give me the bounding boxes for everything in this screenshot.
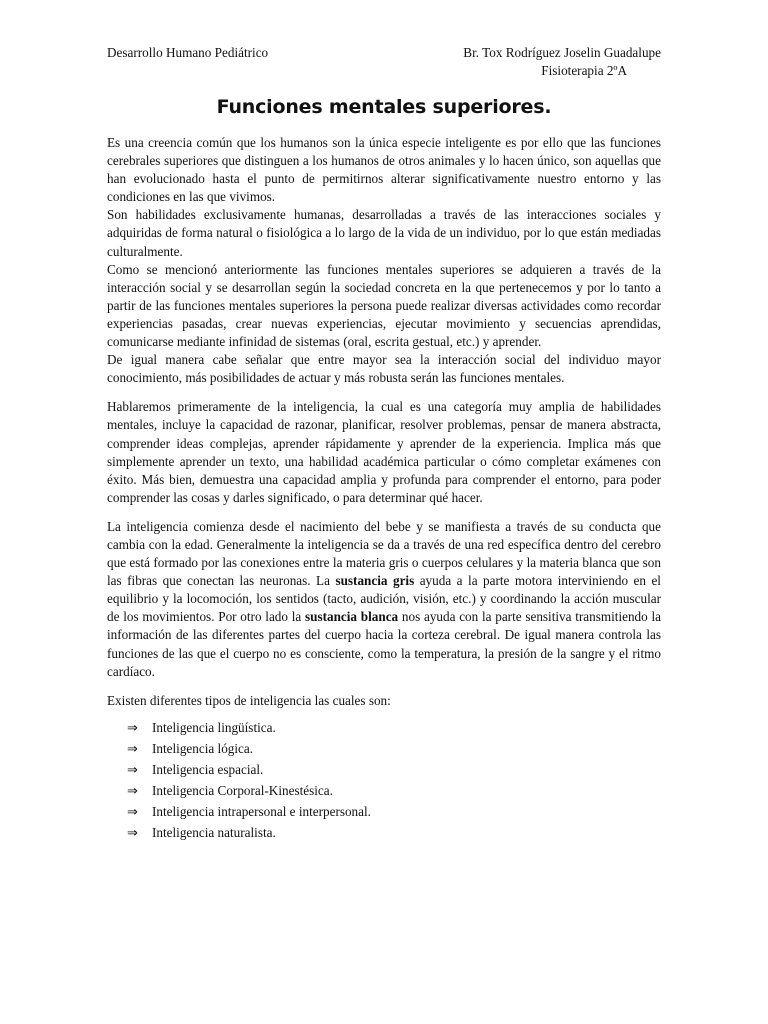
paragraph-4: De igual manera cabe señalar que entre mayor sea la interacción social del individuo mayor conocimiento, más posibilidades de actuar y más robusta serán las funciones mentales. [107,352,661,386]
document-title: Funciones mentales superiores. [216,96,552,118]
list-item-label: Inteligencia intrapersonal e interpersonal. [152,803,371,819]
arrow-icon: ⇒ [127,762,138,778]
course-name: Desarrollo Humano Pediátrico [107,45,269,60]
list-item [127,760,661,781]
paragraph-1: Es una creencia común que los humanos son la única especie inteligente es por ello que las funciones cerebrales superiores que distinguen a los humanos de otros animales y lo hacen único, son aquellas que han evolucionado hasta el punto de permitirnos alterar significativamente nuestro entorno y las condiciones en las que vivimos. [107,135,661,205]
intelligence-types-list [107,718,661,844]
document-page [107,44,661,844]
paragraph-3: Como se mencionó anteriormente las funciones mentales superiores se adquieren a través de la interacción social y se desarrollan según la sociedad concreta en la que pertenecemos y por lo tanto a partir de las funciones mentales superiores la persona puede realizar diversas actividades como recordar experiencias pasadas, crear nuevas experiencias, ejecutar movimiento y secuencias aprendidas, comunicarse mediante infinidad de sistemas (oral, escrita gestual, etc.) y aprender. [107,261,661,350]
term-sustancia-gris: sustancia gris [335,573,415,589]
list-item-label: Inteligencia naturalista. [152,824,276,840]
list-item [127,739,661,760]
list-item-label: Inteligencia lingüística. [152,719,276,735]
paragraph-7: Existen diferentes tipos de inteligencia las cuales son: [107,692,391,708]
list-item-label: Inteligencia espacial. [152,761,264,777]
intro-section [107,134,661,387]
list-item [127,781,661,802]
arrow-icon: ⇒ [127,720,138,736]
paragraph-6 [107,518,661,681]
author-group: Fisioterapia 2ºA [541,63,628,78]
list-item-label: Inteligencia lógica. [152,740,254,756]
paragraph-6-part-c: nos ayuda con la parte sensitiva transmitiendo la información de las diferentes partes del cuerpo hacia la corteza cerebral. De igual manera controla las funciones de las que el cuerpo no es consciente, como la temperatura, la presión de la sangre y el ritmo cardíaco. [107,609,662,679]
paragraph-2: Son habilidades exclusivamente humanas, desarrolladas a través de las interacciones sociales y adquiridas de forma natural o fisiológica a lo largo de la vida de un individuo, por lo que están mediadas culturalmente. [107,207,661,259]
list-item [127,823,661,844]
author-block [463,44,661,80]
paragraph-6-part-a: La inteligencia comienza desde el nacimiento del bebe y se manifiesta a través de su conducta que cambia con la edad. Generalmente la inteligencia se da a través de una red específica dentro del cerebro que está formado por las conexiones entre la materia gris o cuerpos celulares y la materia blanca que son las fibras que conectan las neuronas. La [107,518,661,589]
arrow-icon: ⇒ [127,783,138,799]
paragraph-5: Hablaremos primeramente de la inteligencia, la cual es una categoría muy amplia de habilidades mentales, incluye la capacidad de razonar, planificar, resolver problemas, pensar de manera abstracta, comprender ideas complejas, aprender rápidamente y aprender de la experiencia. Implica más que simplemente aprender un texto, una habilidad académica particular o cómo completar exámenes con éxito. Más bien, demuestra una capacidad amplia y profunda para comprender el entorno, para poder comprender las cosas y darles significado, o para determinar qué hacer. [107,399,661,505]
paragraph-6-part-b: ayuda a la parte motora interviniendo en el equilibrio y la locomoción, los sentidos (tacto, audición, visión, etc.) y coordinando la acción muscular de los movimientos. Por otro lado la [107,573,661,625]
arrow-icon: ⇒ [127,804,138,820]
page-header [107,44,661,80]
list-item-label: Inteligencia Corporal-Kinestésica. [152,782,333,798]
term-sustancia-blanca: sustancia blanca [305,609,399,625]
author-name: Br. Tox Rodríguez Joselin Guadalupe [463,45,661,60]
arrow-icon: ⇒ [127,741,138,757]
list-item [127,718,661,739]
list-item [127,802,661,823]
arrow-icon: ⇒ [127,825,138,841]
